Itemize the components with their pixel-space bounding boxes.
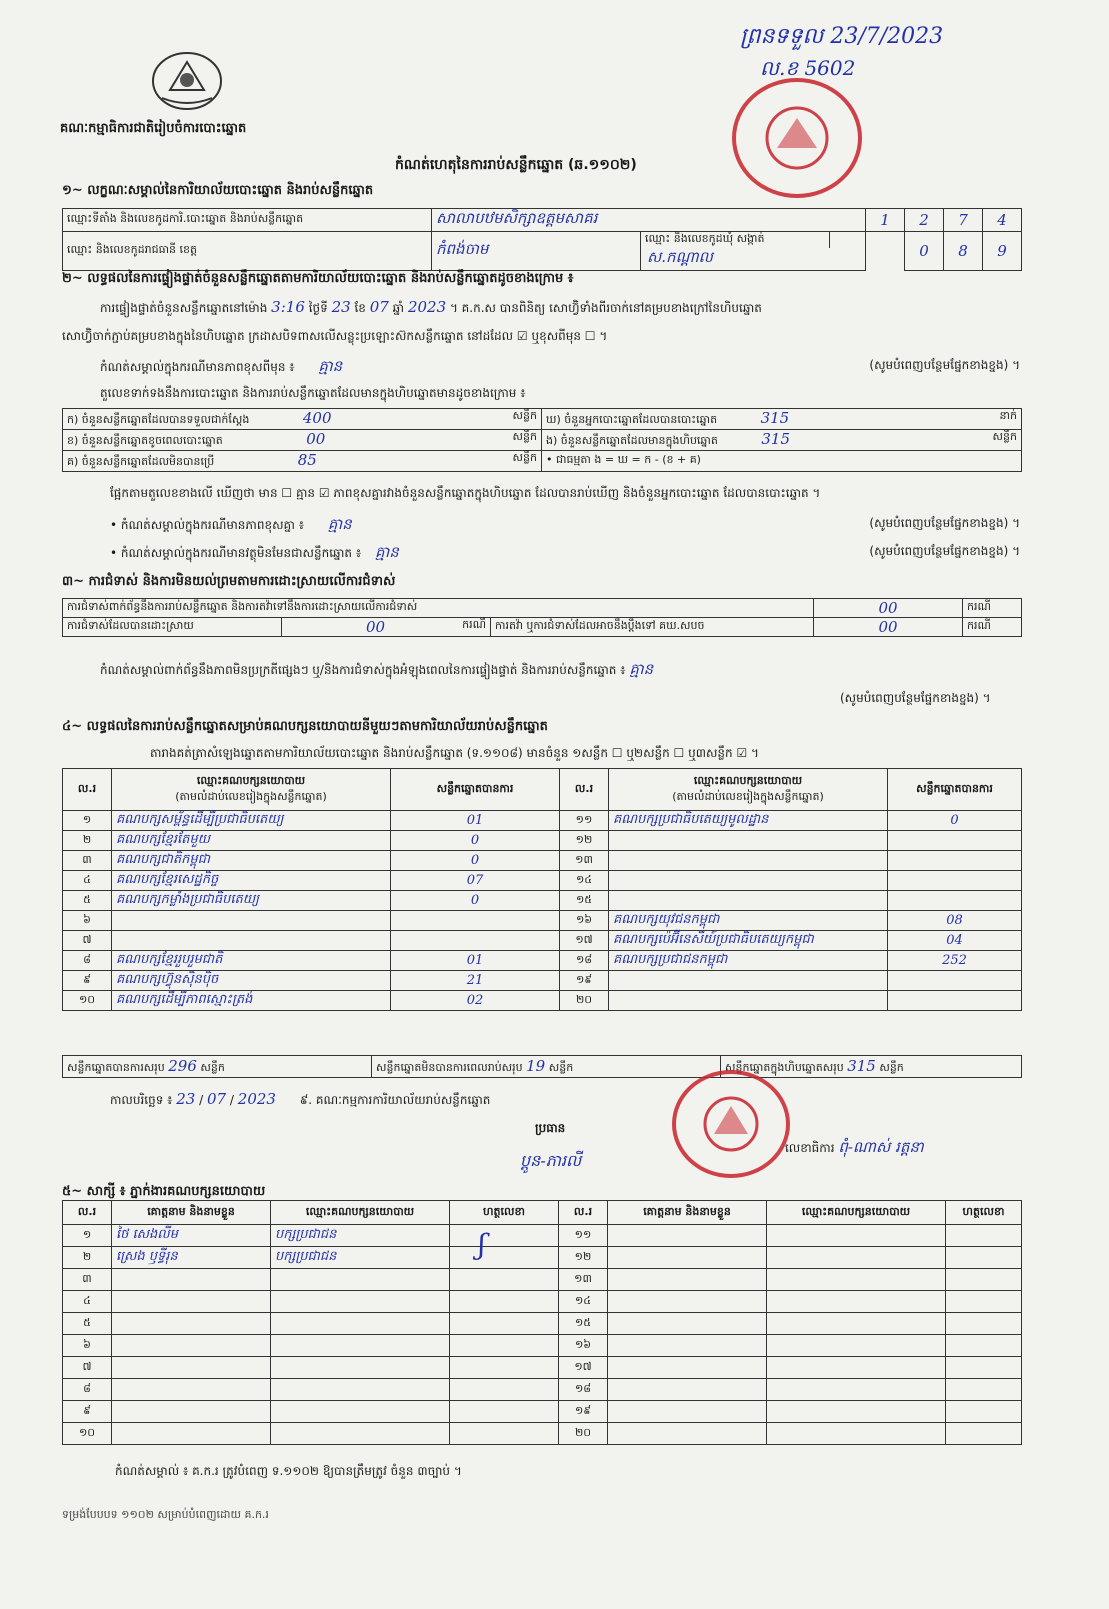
row-number: ៦ — [63, 911, 112, 931]
org-name: គណៈកម្មាធិការជាតិរៀបចំការបោះឆ្នោត — [60, 121, 247, 136]
party-name: គណបក្សកម្លាំងប្រជាធិបតេយ្យ — [112, 891, 391, 911]
witness-party — [271, 1335, 450, 1357]
party-name — [112, 911, 391, 931]
irregularities-note: កំណត់សម្គាល់ពាក់ព័ន្ធនឹងភាពមិនប្រក្រតីផ្សេងៗ ឬ/និងការជំទាស់ក្នុងអំឡុងពេលនៃការផ្ទៀងផ្ទាត់ និងការរាប់សន្លឹកឆ្នោត ៖ គ្មាន — [100, 660, 654, 678]
witness-party — [271, 1269, 450, 1291]
figures-intro: តួលេខទាក់ទងនឹងការបោះឆ្នោត និងការរាប់សន្លឹកឆ្នោតដែលមានក្នុងហិបឆ្នោតមានដូចខាងក្រោម ៖ — [100, 386, 526, 400]
witness-name — [608, 1401, 767, 1423]
witness-row — [63, 1335, 1022, 1357]
voters-count: 315 — [760, 409, 790, 427]
party-name: គណបក្សហ៊្វុនស៊ិនប៉ិច — [112, 971, 391, 991]
commune-code-digit: 8 — [944, 232, 983, 271]
witness-signature-cell — [450, 1401, 559, 1423]
resolved-count: 00 — [366, 618, 386, 636]
province-value: កំពង់ចាម — [432, 232, 641, 271]
witness-table: ល.រ គោត្តនាម និងនាមខ្លួន ឈ្មោះគណបក្សនយោបាយ ហត្ថលេខា ល.រ គោត្តនាម និងនាមខ្លួន ឈ្មោះគណបក្សនយោបាយ ហត្ថលេខា ១ ថៃ សេងលីម បក្សប្រជាជន ១១ ២ ស្រេង ឫទ្ធីរុន បក្សប្រជាជន ១២ ៣ ១៣ ៤ ១៤ ៥ ១៥ ៦ ១៦ ៧ ១៧ ៨ ១៨ ៩ ១៩ ១០ ២០ — [62, 1200, 1022, 1445]
witness-signature-cell — [946, 1423, 1022, 1445]
party-name — [609, 891, 888, 911]
location-label: ឈ្មោះទីតាំង និងលេខកូដការិ.បោះឆ្នោត និងរាប់សន្លឹកឆ្នោត — [63, 209, 432, 232]
form-title: កំណត់ហេតុនៃការរាប់សន្លឹកឆ្នោត (ឆ.១១០២) — [395, 157, 637, 173]
party-name: គណបក្សប្រជាជនកម្ពុជា — [609, 951, 888, 971]
verification-month: 07 — [369, 298, 389, 316]
party-votes: 08 — [888, 911, 1022, 931]
witness-party: បក្សប្រជាជន — [271, 1225, 450, 1247]
party-name: គណបក្សប៉េអ៊ីនេសីយ៍ប្រជាធិបតេយ្យកម្ពុជា — [609, 931, 888, 951]
witness-name — [608, 1247, 767, 1269]
witness-party — [767, 1401, 946, 1423]
row-number: ៣ — [63, 851, 112, 871]
results-row — [63, 951, 1022, 971]
witness-party — [767, 1225, 946, 1247]
row-number: ២០ — [559, 1423, 608, 1445]
witness-signature-cell — [946, 1401, 1022, 1423]
witness-name — [112, 1401, 271, 1423]
objections-count: 00 — [814, 599, 963, 618]
party-name: គណបក្សខ្មែររួបរួមជាតិ — [112, 951, 391, 971]
form-footer: ទម្រង់បែបបទ ១១០២ សម្រាប់បំពេញដោយ គ.ក.រ — [62, 1508, 269, 1521]
witness-name: ថៃ សេងលីម — [112, 1225, 271, 1247]
witness-signature: ʃ — [478, 1228, 486, 1261]
row-number: ១៤ — [560, 871, 609, 891]
party-name — [609, 851, 888, 871]
party-name: គណបក្សខ្មែរសេដ្ឋកិច្ច — [112, 871, 391, 891]
difference-note: កំណត់សម្គាល់ក្នុងករណីមានភាពខុសពីមុន ៖ គ្មាន (សូមបំពេញបន្ថែមផ្នែកខាងខ្នង) ។ — [100, 357, 1020, 375]
row-number: ៧ — [63, 1357, 112, 1379]
results-row — [63, 891, 1022, 911]
witness-signature-cell — [946, 1269, 1022, 1291]
party-votes: 02 — [391, 991, 560, 1011]
appeals-count: 00 — [814, 618, 963, 637]
party-name: គណបក្សខ្មែរតែមួយ — [112, 831, 391, 851]
results-row — [63, 911, 1022, 931]
party-votes — [888, 831, 1022, 851]
results-table: ល.រ ឈ្មោះគណបក្សនយោបាយ (តាមលំដាប់លេខរៀងក្នុងសន្លឹកឆ្នោត) សន្លឹកឆ្នោតបានការ ល.រ ឈ្មោះគណបក្សនយោបាយ (តាមលំដាប់លេខរៀងក្នុងសន្លឹកឆ្នោត) សន្លឹកឆ្នោតបានការ ១ គណបក្សសម្ព័ន្ធដើម្បីប្រជាធិបតេយ្យ 01 ១១ គណបក្សប្រជាធិបតេយ្យមូលដ្ឋាន 0 ២ គណបក្សខ្មែរតែមួយ 0 ១២ ៣ គណបក្សជាតិកម្ពុជា 0 ១៣ ៤ គណបក្សខ្មែរសេដ្ឋកិច្ច 07 ១៤ ៥ គណបក្សកម្លាំងប្រជាធិបតេយ្យ 0 ១៥ ៦ ១៦ គណបក្សយុវជនកម្ពុជា 08 ៧ ១៧ គណបក្សប៉េអ៊ីនេសីយ៍ប្រជាធិបតេយ្យកម្ពុជា 04 ៨ គណបក្សខ្មែររួបរួមជាតិ 01 ១៨ គណបក្សប្រជាជនកម្ពុជា 252 ៩ គណបក្សហ៊្វុនស៊ិនប៉ិច 21 ១៩ ១០ គណបក្សដើម្បីភាពស្មោះត្រង់ 02 ២០ — [62, 768, 1022, 1011]
verification-day: 23 — [331, 298, 351, 316]
row-number: ៩ — [63, 1401, 112, 1423]
received-ballots: 400 — [302, 409, 332, 427]
bullet-discrepancy: • កំណត់សម្គាល់ក្នុងករណីមានភាពខុសគ្នា ៖ គ្មាន (សូមបំពេញបន្ថែមផ្នែកខាងខ្នង) ។ — [110, 515, 1020, 533]
witness-name — [112, 1423, 271, 1445]
witness-name — [112, 1335, 271, 1357]
party-name: គណបក្សសម្ព័ន្ធដើម្បីប្រជាធិបតេយ្យ — [112, 811, 391, 831]
witness-signature-cell — [946, 1313, 1022, 1335]
verification-line: ការផ្ទៀងផ្ទាត់ចំនួនសន្លឹកឆ្នោតនៅម៉ោង 3:16 ថ្ងៃទី 23 ខែ 07 ឆ្នាំ 2023 ។ គ.ក.ស បានពិនិត្យ សោហ្វ៊ិទាំងពីរចាក់នៅគម្របខាងក្រៅនៃហិបឆ្នោត — [100, 298, 762, 316]
section-5-heading: ៥~ សាក្សី ៖ ភ្នាក់ងារគណបក្សនយោបាយ — [62, 1184, 266, 1199]
witness-name — [112, 1379, 271, 1401]
commune-code-digit: 9 — [983, 232, 1022, 271]
witness-party — [767, 1423, 946, 1445]
results-row — [63, 851, 1022, 871]
footnote: កំណត់សម្គាល់ ៖ គ.ក.រ ត្រូវបំពេញ ទ.១១០២ ឱ្យបានត្រឹមត្រូវ ចំនួន ៣ច្បាប់ ។ — [115, 1464, 462, 1478]
party-name — [609, 991, 888, 1011]
row-number: ១៤ — [559, 1291, 608, 1313]
total-in-box: 315 — [847, 1056, 876, 1075]
code-digit: 4 — [983, 209, 1022, 232]
witness-signature-cell — [450, 1423, 559, 1445]
row-number: ១០ — [63, 991, 112, 1011]
results-row — [63, 871, 1022, 891]
witness-signature-cell — [946, 1247, 1022, 1269]
row-number: ១៧ — [559, 1357, 608, 1379]
witness-name — [608, 1225, 767, 1247]
party-votes: 0 — [888, 811, 1022, 831]
irregularities-suffix: (សូមបំពេញបន្ថែមផ្នែកខាងខ្នង) ។ — [840, 691, 991, 705]
emblem-icon — [150, 50, 224, 112]
commune-code-digit: 0 — [905, 232, 944, 271]
bullet-foreign-objects: • កំណត់សម្គាល់ក្នុងករណីមានវត្ថុមិនមែនជាសន្លឹកឆ្នោត ៖ គ្មាន (សូមបំពេញបន្ថែមផ្នែកខាងខ្នង) ។ — [110, 543, 1020, 561]
row-number: ១ — [63, 811, 112, 831]
total-valid: 296 — [168, 1056, 197, 1075]
row-number: ៩ — [63, 971, 112, 991]
witness-name — [608, 1313, 767, 1335]
witness-row — [63, 1269, 1022, 1291]
row-number: ៥ — [63, 1313, 112, 1335]
row-number: ១១ — [560, 811, 609, 831]
row-number: ១២ — [559, 1247, 608, 1269]
row-number: ៤ — [63, 1291, 112, 1313]
party-votes: 252 — [888, 951, 1022, 971]
witness-row — [63, 1225, 1022, 1247]
commune-label: ឈ្មោះ និងលេខកូដឃុំ សង្កាត់ — [641, 232, 830, 248]
party-name: គណបក្សប្រជាធិបតេយ្យមូលដ្ឋាន — [609, 811, 888, 831]
witness-signature-cell — [450, 1313, 559, 1335]
party-votes: 21 — [391, 971, 560, 991]
row-number: ១៥ — [560, 891, 609, 911]
party-votes — [888, 991, 1022, 1011]
witness-signature-cell — [946, 1379, 1022, 1401]
row-number: ១៧ — [560, 931, 609, 951]
witness-signature-cell — [450, 1269, 559, 1291]
witness-signature-cell — [946, 1335, 1022, 1357]
witness-row — [63, 1313, 1022, 1335]
witness-signature-cell — [946, 1225, 1022, 1247]
witness-name — [608, 1269, 767, 1291]
official-stamp-top — [732, 78, 862, 198]
row-number: ១៥ — [559, 1313, 608, 1335]
row-number: ២០ — [560, 991, 609, 1011]
party-votes — [888, 871, 1022, 891]
witness-signature-cell — [450, 1379, 559, 1401]
witness-name: ស្រេង ឫទ្ធីរុន — [112, 1247, 271, 1269]
row-number: ១៣ — [559, 1269, 608, 1291]
chair-title: ប្រធាន — [535, 1121, 566, 1135]
party-votes: 0 — [391, 851, 560, 871]
row-number: ១៨ — [559, 1379, 608, 1401]
witness-row — [63, 1401, 1022, 1423]
section-3-table: ការជំទាស់ពាក់ព័ន្ធនឹងការរាប់សន្លឹកឆ្នោត និងការតវ៉ាទៅនឹងការដោះស្រាយលើការជំទាស់ 00 ករណី ការជំទាស់ដែលបានដោះស្រាយ 00 ករណី ការតវ៉ា ឬការជំទាស់ដែលអាចនឹងប្តឹងទៅ គឃ.សបច 00 ករណី — [62, 598, 1022, 637]
witness-signature-cell — [946, 1357, 1022, 1379]
witness-party — [767, 1291, 946, 1313]
formula: • ជាធម្មតា ង = ឃ = ក - (ខ + គ) — [542, 451, 1022, 472]
section-2-figures-table: ក) ចំនួនសន្លឹកឆ្នោតដែលបានទទួលជាក់ស្តែង 400 សន្លឹក ឃ) ចំនួនអ្នកបោះឆ្នោតដែលបានបោះឆ្នោត 315 នាក់ ខ) ចំនួនសន្លឹកឆ្នោតខូចពេលបោះឆ្នោត 00 សន្លឹក ង) ចំនួនសន្លឹកឆ្នោតដែលមានក្នុងហិបឆ្នោត 315 សន្លឹក គ) ចំនួនសន្លឹកឆ្នោតដែលមិនបានប្រើ 85 សន្លឹក • ជាធម្មតា ង = ឃ = ក - (ខ + គ) — [62, 408, 1022, 472]
witness-party — [271, 1379, 450, 1401]
party-votes — [888, 851, 1022, 871]
row-number: ៤ — [63, 871, 112, 891]
witness-name — [112, 1357, 271, 1379]
tally-sheets-line: តារាងគត់ត្រាសំឡេងឆ្នោតតាមការិយាល័យបោះឆ្នោត និងរាប់សន្លឹកឆ្នោត (ទ.១១០៨) មានចំនួន ១សន្លឹក ☐ ឬ២សន្លឹក ☐ ឬ៣សន្លឹក ☑ ។ — [150, 746, 759, 760]
row-number: ១៩ — [560, 971, 609, 991]
commune-value: ស.កណ្តាល — [647, 248, 713, 266]
row-number: ២ — [63, 831, 112, 851]
row-number: ២ — [63, 1247, 112, 1269]
witness-signature-cell — [450, 1335, 559, 1357]
party-votes: 04 — [888, 931, 1022, 951]
party-name: គណបក្សជាតិកម្ពុជា — [112, 851, 391, 871]
witness-name — [608, 1291, 767, 1313]
witness-name — [608, 1423, 767, 1445]
witness-party — [767, 1379, 946, 1401]
witness-name — [608, 1335, 767, 1357]
row-number: ១២ — [560, 831, 609, 851]
commune-cell — [641, 232, 866, 271]
witness-row — [63, 1379, 1022, 1401]
party-votes: 07 — [391, 871, 560, 891]
witness-row — [63, 1247, 1022, 1269]
witness-name — [112, 1313, 271, 1335]
code-digit: 2 — [905, 209, 944, 232]
witness-name — [608, 1357, 767, 1379]
party-name — [609, 971, 888, 991]
row-number: ១ — [63, 1225, 112, 1247]
spoiled-ballots: 00 — [306, 430, 326, 448]
party-name: គណបក្សដើម្បីភាពស្មោះត្រង់ — [112, 991, 391, 1011]
party-votes — [391, 911, 560, 931]
date-line: កាលបរិច្ឆេទ ៖ 23 / 07 / 2023 ៩. គណៈកម្មការការិយាល័យរាប់សន្លឹកឆ្នោត — [110, 1090, 491, 1108]
section-4-heading: ៤~ លទ្ធផលនៃការរាប់សន្លឹកឆ្នោតសម្រាប់គណបក្សនយោបាយនីមួយៗតាមការិយាល័យរាប់សន្លឹកឆ្នោត — [62, 719, 548, 734]
witness-party — [271, 1401, 450, 1423]
unused-ballots: 85 — [297, 451, 317, 469]
witness-signature-cell — [450, 1357, 559, 1379]
results-row — [63, 811, 1022, 831]
row-number: ១៩ — [559, 1401, 608, 1423]
witness-party — [271, 1291, 450, 1313]
witness-signature-cell — [450, 1247, 559, 1269]
results-totals: សន្លឹកឆ្នោតបានការសរុប 296 សន្លឹក សន្លឹកឆ្នោតមិនបានការពេលរាប់សរុប 19 សន្លឹក សន្លឹកឆ្នោតក្នុងហិបឆ្នោតសរុប 315 សន្លឹក — [62, 1055, 1022, 1078]
section-3-heading: ៣~ ការជំទាស់ និងការមិនយល់ព្រមតាមការដោះស្រាយលើការជំទាស់ — [62, 574, 396, 589]
results-row — [63, 931, 1022, 951]
party-name: គណបក្សយុវជនកម្ពុជា — [609, 911, 888, 931]
secretary-line: លេខាធិការ ពុំ-ណាស់ រត្តនា — [785, 1138, 924, 1156]
witness-signature-cell — [946, 1291, 1022, 1313]
party-votes — [888, 891, 1022, 911]
seal-line: សោហ្វ៊ិចាក់ភ្ជាប់គម្របខាងក្នុងនៃហិបឆ្នោត ក្រដាសបិទពាសលើសន្លុះប្រឡោះស៊កសន្លឹកឆ្នោត នៅដដែល ☑ ឬខុសពីមុន ☐ ។ — [62, 329, 608, 343]
row-number: ៧ — [63, 931, 112, 951]
handwritten-reference: ល.ខ 5602 — [760, 56, 856, 80]
results-row — [63, 831, 1022, 851]
witness-party — [767, 1269, 946, 1291]
row-number: ១៣ — [560, 851, 609, 871]
section-1-heading: ១~ លក្ខណៈសម្គាល់នៃការិយាល័យបោះឆ្នោត និងរាប់សន្លឹកឆ្នោត — [62, 183, 374, 198]
total-invalid: 19 — [526, 1056, 546, 1075]
results-row — [63, 971, 1022, 991]
row-number: ១៦ — [560, 911, 609, 931]
witness-signature-cell — [450, 1225, 559, 1247]
results-row — [63, 991, 1022, 1011]
witness-party — [271, 1313, 450, 1335]
discrepancy-line: ផ្អែកតាមតួលេខខាងលើ ឃើញថា មាន ☐ គ្មាន ☑ ភាពខុសគ្នារវាងចំនួនសន្លឹកឆ្នោតក្នុងហិបឆ្នោត ដែលបានរាប់ឃើញ និងចំនួនអ្នកបោះឆ្នោត ដែលបានបោះឆ្នោត ។ — [110, 486, 821, 500]
handwritten-received-date: ព្រនទទួល 23/7/2023 — [740, 24, 944, 49]
party-name — [609, 831, 888, 851]
row-number: ៣ — [63, 1269, 112, 1291]
ballots-in-box: 315 — [761, 430, 791, 448]
witness-row — [63, 1423, 1022, 1445]
witness-party: បក្សប្រជាជន — [271, 1247, 450, 1269]
witness-party — [767, 1313, 946, 1335]
party-name — [609, 871, 888, 891]
party-votes: 01 — [391, 811, 560, 831]
verification-year: 2023 — [407, 298, 447, 316]
row-number: ១៨ — [560, 951, 609, 971]
witness-party — [767, 1247, 946, 1269]
witness-name — [112, 1269, 271, 1291]
code-digit: 1 — [866, 209, 905, 232]
row-number: ៨ — [63, 951, 112, 971]
witness-signature-cell — [450, 1291, 559, 1313]
location-value: សាលាបឋមសិក្សាឧត្តមសាគរ — [432, 209, 866, 232]
row-number: ៨ — [63, 1379, 112, 1401]
province-label: ឈ្មោះ និងលេខកូដរាជធានី ខេត្ត — [63, 232, 432, 271]
official-stamp-bottom — [672, 1070, 790, 1178]
witness-party — [767, 1335, 946, 1357]
party-votes: 01 — [391, 951, 560, 971]
code-digit: 7 — [944, 209, 983, 232]
witness-party — [767, 1357, 946, 1379]
section-1-table — [62, 208, 1022, 271]
party-name — [112, 931, 391, 951]
witness-party — [271, 1357, 450, 1379]
party-votes — [391, 931, 560, 951]
party-votes: 0 — [391, 831, 560, 851]
witness-party — [271, 1423, 450, 1445]
verification-time: 3:16 — [271, 298, 305, 316]
row-number: ១៦ — [559, 1335, 608, 1357]
witness-row — [63, 1291, 1022, 1313]
witness-name — [608, 1379, 767, 1401]
section-2-heading: ២~ លទ្ធផលនៃការផ្ទៀងផ្ទាត់ចំនួនសន្លឹកឆ្នោតតាមការិយាល័យបោះឆ្នោត និងរាប់សន្លឹកឆ្នោតដូចខាងក្រោម ៖ — [62, 271, 574, 286]
party-votes — [888, 971, 1022, 991]
row-number: ១១ — [559, 1225, 608, 1247]
witness-name — [112, 1291, 271, 1313]
party-votes: 0 — [391, 891, 560, 911]
witness-row — [63, 1357, 1022, 1379]
row-number: ១០ — [63, 1423, 112, 1445]
chair-name: ប្តូន-ភារលី — [520, 1151, 582, 1170]
row-number: ៦ — [63, 1335, 112, 1357]
row-number: ៥ — [63, 891, 112, 911]
